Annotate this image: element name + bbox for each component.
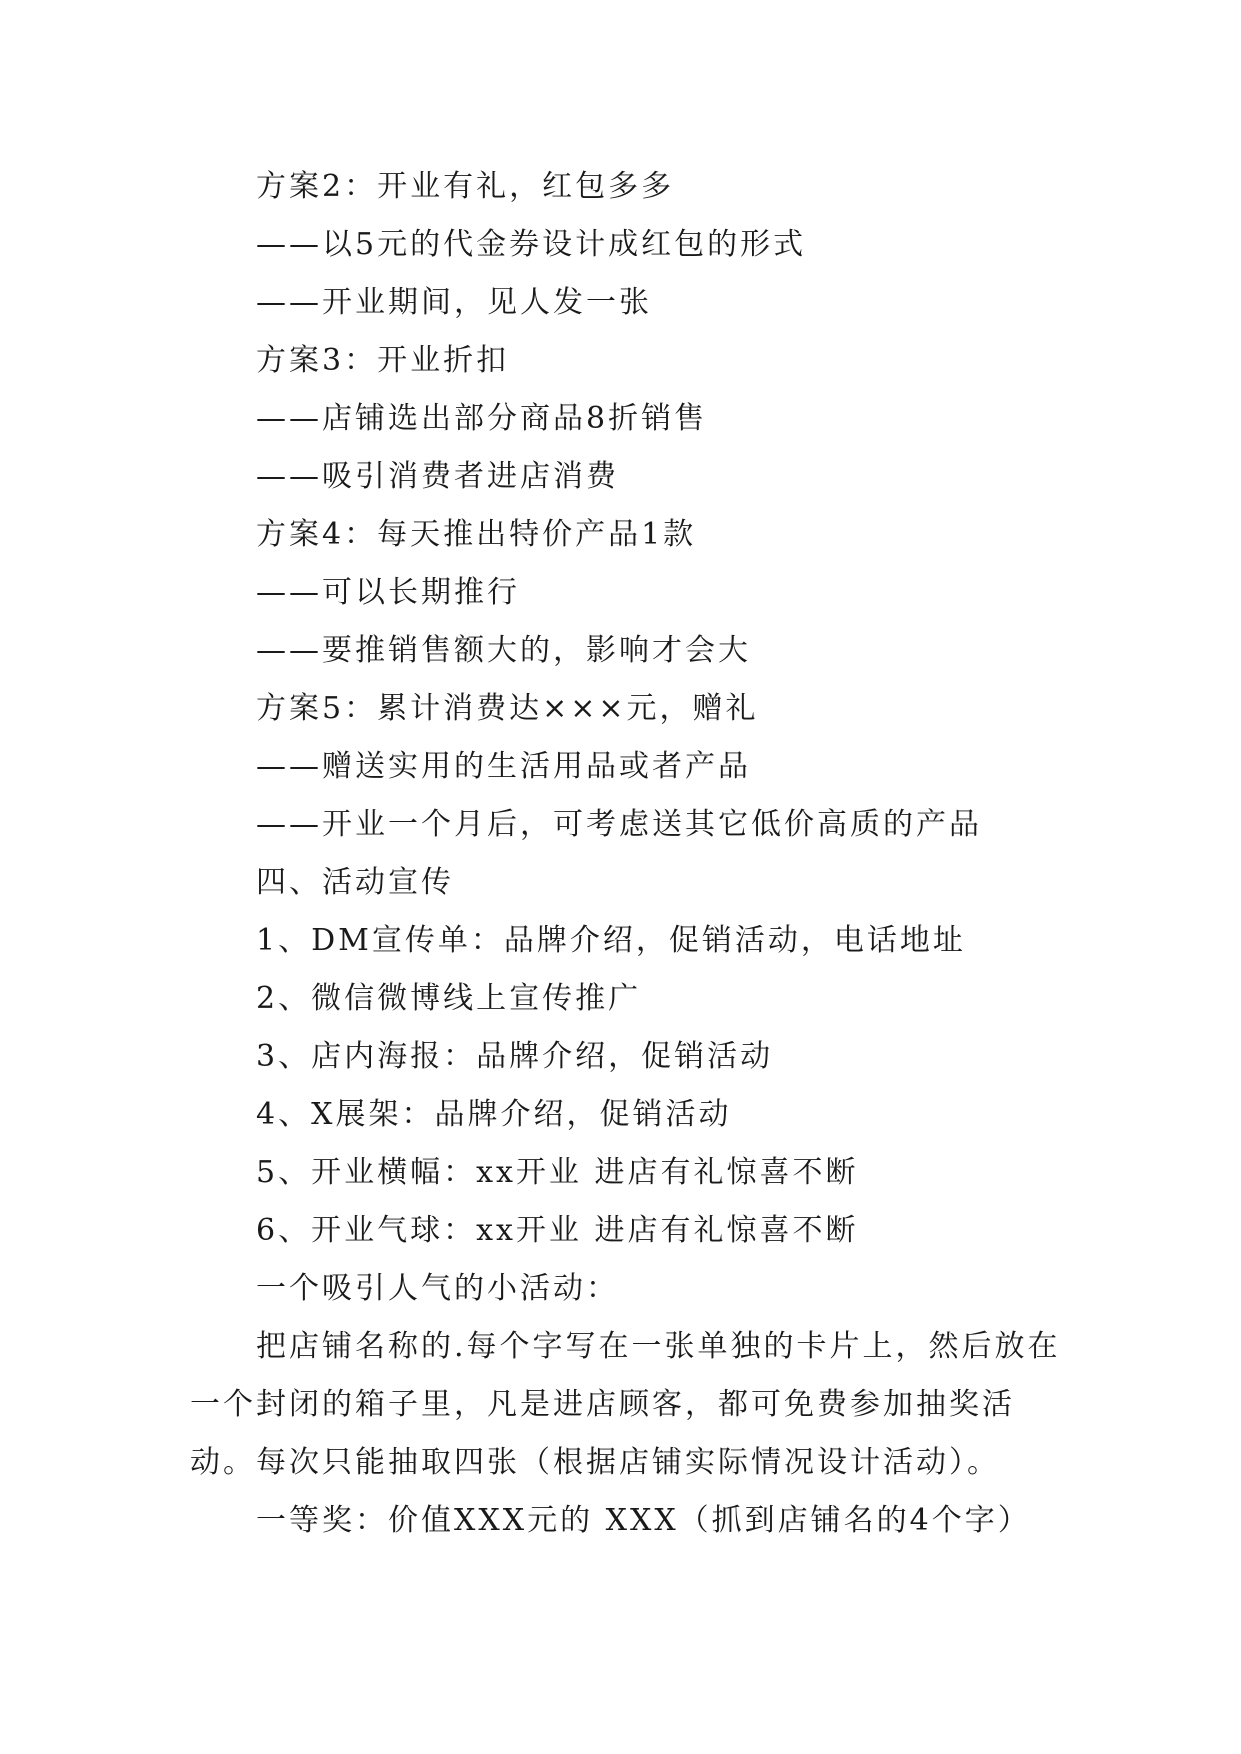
section-heading-promotion: 四、活动宣传 [256, 865, 454, 900]
list-item-promotion-5: 5、开业横幅：xx开业 进店有礼惊喜不断 [256, 1155, 859, 1190]
text-line-plan5-title: 方案5：累计消费达×××元，赠礼 [256, 691, 759, 726]
text-line-plan4-item1: ——可以长期推行 [256, 575, 520, 610]
list-item-promotion-4: 4、X展架：品牌介绍，促销活动 [256, 1097, 732, 1132]
text-line-first-prize: 一等奖：价值XXX元的 XXX（抓到店铺名的4个字） [256, 1503, 1031, 1538]
text-line-plan2-item1: ——以5元的代金券设计成红包的形式 [256, 227, 807, 262]
list-item-promotion-2: 2、微信微博线上宣传推广 [256, 981, 642, 1016]
text-line-plan5-item2: ——开业一个月后，可考虑送其它低价高质的产品 [256, 807, 982, 842]
list-item-promotion-1: 1、DM宣传单：品牌介绍，促销活动，电话地址 [256, 923, 966, 958]
text-line-plan5-item1: ——赠送实用的生活用品或者产品 [256, 749, 751, 784]
list-item-promotion-3: 3、店内海报：品牌介绍，促销活动 [256, 1039, 774, 1074]
activity-description-paragraph: 把店铺名称的.每个字写在一张单独的卡片上，然后放在一个封闭的箱子里，凡是进店顾客，都可免费参加抽奖活动。每次只能抽取四张（根据店铺实际情况设计活动）。 [190, 1329, 1061, 1480]
text-line-plan3-item2: ——吸引消费者进店消费 [256, 459, 619, 494]
text-line-plan4-title: 方案4：每天推出特价产品1款 [256, 517, 697, 552]
text-line-small-activity: 一个吸引人气的小活动： [256, 1271, 619, 1306]
text-line-plan2-item2: ——开业期间，见人发一张 [256, 285, 652, 320]
text-line-plan4-item2: ——要推销售额大的，影响才会大 [256, 633, 751, 668]
document-body [190, 158, 1070, 1550]
text-line-plan3-title: 方案3：开业折扣 [256, 343, 510, 378]
text-line-plan2-title: 方案2：开业有礼，红包多多 [256, 169, 675, 204]
list-item-promotion-6: 6、开业气球：xx开业 进店有礼惊喜不断 [256, 1213, 859, 1248]
text-line-plan3-item1: ——店铺选出部分商品8折销售 [256, 401, 708, 436]
